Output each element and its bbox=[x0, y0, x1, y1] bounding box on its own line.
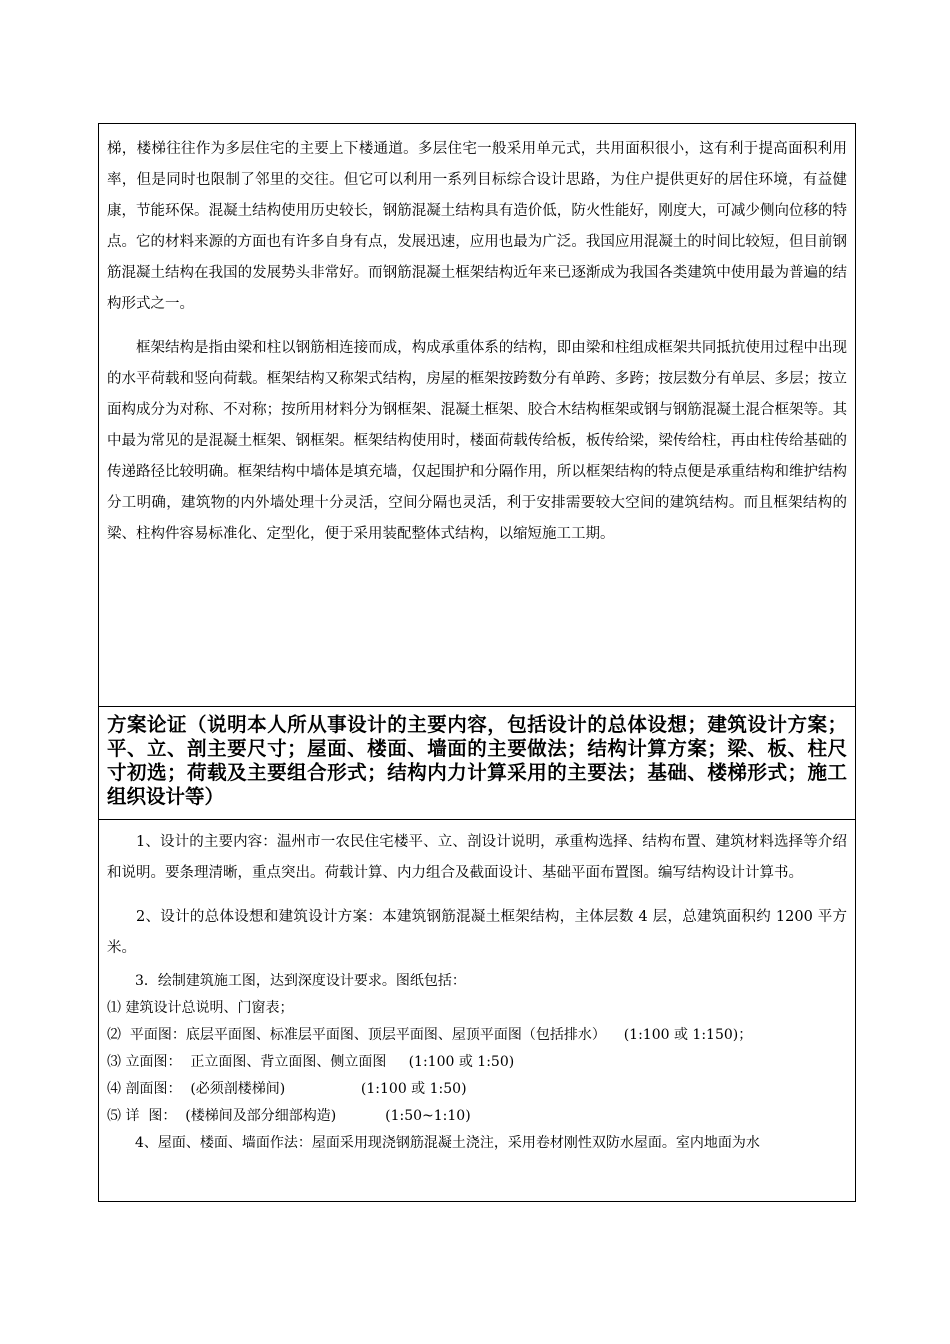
background-cell bbox=[99, 124, 855, 707]
paragraph-frame-structure: 框架结构是指由梁和柱以钢筋相连接而成，构成承重体系的结构，即由梁和柱组成框架共同抵抗使用过程中出现的水平荷载和竖向荷载。框架结构又称架式结构，房屋的框架按跨数分有单跨、多跨；按层数分有单层、多层；按立面构成分为对称、不对称；按所用材料分为钢框架、混凝土框架、胶合木结构框架或钢与钢筋混凝土混合框架等。其中最为常见的是混凝土框架、钢框架。框架结构使用时，楼面荷载传给板，板传给梁，梁传给柱，再由柱传给基础的传递路径比较明确。框架结构中墙体是填充墙，仅起围护和分隔作用，所以框架结构的特点便是承重结构和维护结构分工明确，建筑物的内外墙处理十分灵活，空间分隔也灵活，利于安排需要较大空间的建筑结构。而且框架结构的梁、柱构件容易标准化、定型化，便于采用装配整体式结构，以缩短施工工期。 bbox=[107, 340, 847, 542]
subitem-general-notes: ⑴ 建筑设计总说明、门窗表； bbox=[107, 1000, 294, 1016]
heading-cell bbox=[99, 707, 855, 820]
item-roof-floor-wall: 4、屋面、楼面、墙面作法：屋面采用现浇钢筋混凝土浇注，采用卷材刚性双防水屋面。室内地面为水 bbox=[135, 1135, 760, 1151]
content-table bbox=[98, 123, 856, 1202]
item-drawings: 3．绘制建筑施工图，达到深度设计要求。图纸包括： bbox=[135, 973, 466, 989]
subitem-elevations: ⑶ 立面图： 正立面图、背立面图、侧立面图 (1:100 或 1:50) bbox=[107, 1054, 515, 1070]
subitem-details: ⑸ 详 图： (楼梯间及部分细部构造) (1:50~1:10) bbox=[107, 1108, 471, 1124]
proposal-cell bbox=[99, 820, 855, 1203]
subitem-sections: ⑷ 剖面图： (必须剖楼梯间) (1:100 或 1:50) bbox=[107, 1081, 467, 1097]
item-design-content: 1、设计的主要内容：温州市一农民住宅楼平、立、剖设计说明，承重构选择、结构布置、建筑材料选择等介绍和说明。要条理清晰，重点突出。荷载计算、内力组合及截面设计、基础平面布置图。编写结构设计计算书。 bbox=[107, 834, 847, 881]
subitem-plans: ⑵ 平面图：底层平面图、标准层平面图、顶层平面图、屋顶平面图（包括排水） (1:100 或 1:150)； bbox=[107, 1027, 753, 1043]
paragraph-residential-housing: 梯，楼梯往往作为多层住宅的主要上下楼通道。多层住宅一般采用单元式，共用面积很小，这有利于提高面积利用率，但是同时也限制了邻里的交往。但它可以利用一系列目标综合设计思路，为住户提供更好的居住环境，有益健康，节能环保。混凝土结构使用历史较长，钢筋混凝土结构具有造价低，防火性能好，刚度大，可减少侧向位移的特点。它的材料来源的方面也有许多自身有点，发展迅速，应用也最为广泛。我国应用混凝土的时间比较短，但目前钢筋混凝土结构在我国的发展势头非常好。而钢筋混凝土框架结构近年来已逐渐成为我国各类建筑中使用最为普遍的结构形式之一。 bbox=[107, 141, 847, 312]
section-heading: 方案论证（说明本人所从事设计的主要内容，包括设计的总体设想；建筑设计方案；平、立、剖主要尺寸；屋面、楼面、墙面的主要做法；结构计算方案；梁、板、柱尺寸初选；荷载及主要组合形式；结构内力计算采用的主要法；基础、楼梯形式；施工组织设计等） bbox=[107, 713, 847, 808]
item-overall-concept: 2、设计的总体设想和建筑设计方案：本建筑钢筋混凝土框架结构，主体层数 4 层，总建筑面积约 1200 平方米。 bbox=[107, 909, 847, 956]
